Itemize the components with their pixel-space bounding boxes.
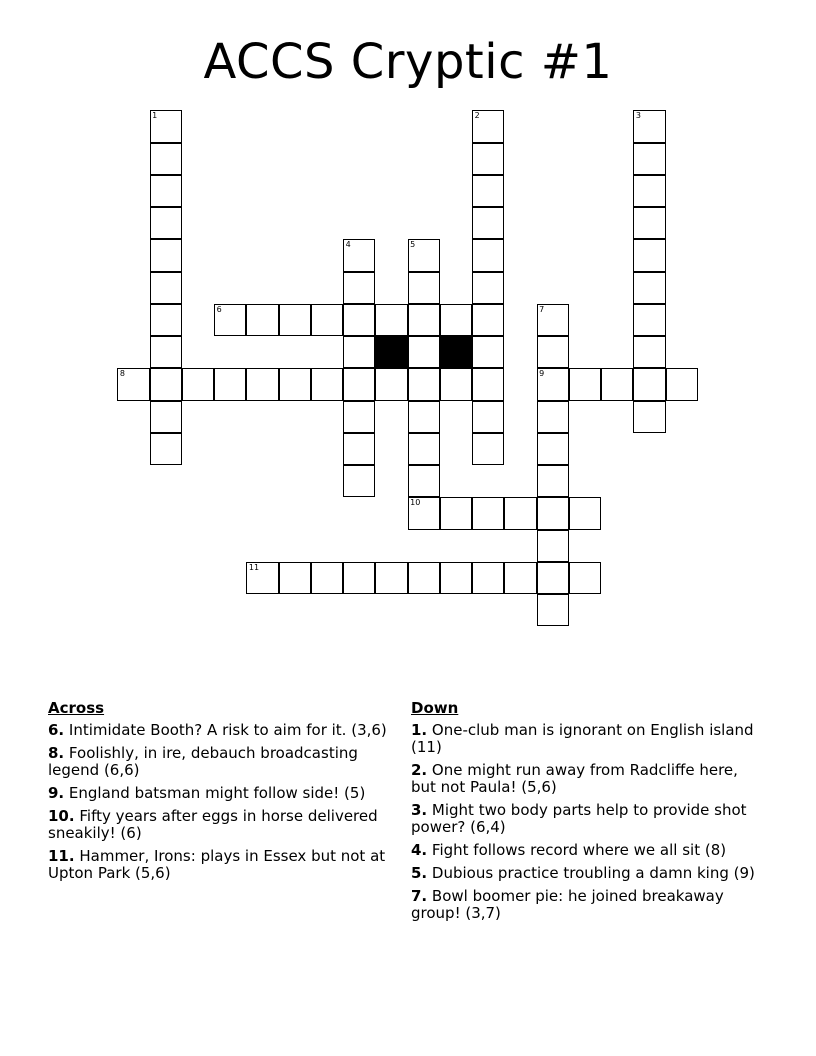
grid-cell[interactable] [569,562,601,594]
grid-cell[interactable] [472,433,504,465]
cell-number: 11 [248,562,260,572]
grid-cell[interactable] [440,497,472,529]
clue-number: 6. [48,721,65,739]
across-clue [48,808,403,842]
grid-cell[interactable] [311,304,343,336]
grid-cell[interactable] [408,272,440,304]
clue-text: Intimidate Booth? A risk to aim for it. (3,6) [68,721,387,739]
clue-text: Fifty years after eggs in horse delivered sneakily! (6) [48,807,378,842]
clue-number: 5. [411,864,428,882]
clue-text: Fight follows record where we all sit (8) [431,841,727,859]
clue-number: 7. [411,887,428,905]
down-clue [411,842,756,859]
grid-cell[interactable] [150,368,182,400]
clue-number: 10. [48,807,75,825]
grid-cell[interactable] [472,497,504,529]
grid-cell[interactable] [633,239,665,271]
across-heading: Across [48,699,105,717]
grid-cell[interactable] [666,368,698,400]
grid-cell[interactable] [246,304,278,336]
cell-number: 2 [474,111,480,121]
grid-cell[interactable] [504,497,536,529]
grid-cell[interactable] [343,239,375,271]
grid-cell[interactable] [537,433,569,465]
grid-cell[interactable] [569,368,601,400]
grid-cell[interactable] [633,336,665,368]
puzzle-title: ACCS Cryptic #1 [203,34,613,90]
across-clue [48,722,403,739]
grid-cell[interactable] [633,368,665,400]
grid-cell[interactable] [182,368,214,400]
grid-cell[interactable] [472,368,504,400]
grid-cell[interactable] [537,401,569,433]
clue-number: 9. [48,784,65,802]
clue-number: 4. [411,841,428,859]
cell-number: 3 [635,111,641,121]
grid-cell[interactable] [440,562,472,594]
grid-cell[interactable] [246,562,278,594]
grid-cell[interactable] [440,368,472,400]
clue-text: Bowl boomer pie: he joined breakaway group! (3,7) [411,887,724,922]
grid-cell[interactable] [472,143,504,175]
grid-cell[interactable] [537,530,569,562]
grid-cell[interactable] [279,562,311,594]
grid-cell[interactable] [343,272,375,304]
grid-cell[interactable] [214,304,246,336]
grid-cell[interactable] [408,433,440,465]
grid-cell[interactable] [537,368,569,400]
clue-number: 2. [411,761,428,779]
cell-number: 10 [410,498,421,508]
grid-cell[interactable] [537,304,569,336]
clue-number: 3. [411,801,428,819]
grid-cell[interactable] [117,368,149,400]
down-heading: Down [411,699,459,717]
grid-cell[interactable] [343,562,375,594]
grid-cell[interactable] [408,401,440,433]
grid-cell[interactable] [408,239,440,271]
grid-cell[interactable] [472,336,504,368]
grid-cell[interactable] [311,562,343,594]
across-clues [48,700,403,888]
grid-cell[interactable] [279,304,311,336]
grid-cell[interactable] [472,272,504,304]
grid-cell[interactable] [537,336,569,368]
grid-cell[interactable] [633,304,665,336]
grid-cell[interactable] [472,207,504,239]
clue-text: England batsman might follow side! (5) [68,784,366,802]
grid-cell[interactable] [150,175,182,207]
across-clue [48,785,403,802]
grid-cell[interactable] [440,304,472,336]
grid-cell[interactable] [150,239,182,271]
grid-cell[interactable] [150,304,182,336]
grid-cell[interactable] [633,110,665,142]
grid-cell[interactable] [150,272,182,304]
grid-cell[interactable] [150,110,182,142]
grid-cell[interactable] [246,368,278,400]
grid-cell[interactable] [343,465,375,497]
grid-cell[interactable] [150,401,182,433]
grid-cell[interactable] [537,562,569,594]
clue-number: 8. [48,744,65,762]
cell-number: 8 [119,369,125,379]
grid-cell[interactable] [537,465,569,497]
down-clues [411,700,756,928]
grid-cell[interactable] [375,304,407,336]
grid-cell[interactable] [343,304,375,336]
grid-cell[interactable] [472,175,504,207]
down-clue [411,802,756,836]
grid-cell[interactable] [504,562,536,594]
grid-cell[interactable] [408,465,440,497]
grid-cell[interactable] [408,497,440,529]
grid-cell[interactable] [472,239,504,271]
grid-cell[interactable] [343,433,375,465]
grid-cell[interactable] [375,368,407,400]
grid-cell[interactable] [408,336,440,368]
grid-cell[interactable] [633,207,665,239]
grid-cell[interactable] [408,304,440,336]
grid-cell[interactable] [343,401,375,433]
cell-number: 7 [539,304,545,314]
grid-cell[interactable] [472,401,504,433]
down-clue [411,722,756,756]
grid-cell[interactable] [408,562,440,594]
down-clue [411,888,756,922]
grid-cell[interactable] [150,336,182,368]
grid-cell[interactable] [375,562,407,594]
across-clue [48,745,403,779]
grid-cell[interactable] [633,401,665,433]
cell-number: 6 [216,304,222,314]
grid-cell[interactable] [537,594,569,626]
clue-number: 11. [48,847,75,865]
grid-cell[interactable] [472,304,504,336]
grid-cell[interactable] [214,368,246,400]
grid-cell[interactable] [343,368,375,400]
grid-cell[interactable] [569,497,601,529]
grid-cell[interactable] [472,110,504,142]
cell-number: 9 [539,369,545,379]
across-clue [48,848,403,882]
clue-text: Might two body parts help to provide shot power? (6,4) [411,801,747,836]
clue-text: Hammer, Irons: plays in Essex but not at Upton Park (5,6) [48,847,386,882]
grid-cell[interactable] [633,143,665,175]
grid-cell[interactable] [150,433,182,465]
grid-cell[interactable] [150,143,182,175]
grid-cell[interactable] [537,497,569,529]
clue-number: 1. [411,721,428,739]
grid-cell[interactable] [279,368,311,400]
grid-cell[interactable] [633,272,665,304]
grid-cell[interactable] [633,175,665,207]
grid-cell[interactable] [311,368,343,400]
grid-cell[interactable] [343,336,375,368]
clue-text: One might run away from Radcliffe here, but not Paula! (5,6) [411,761,738,796]
down-clue [411,865,756,882]
clue-text: Dubious practice troubling a damn king (9) [431,864,755,882]
clue-text: One-club man is ignorant on English island (11) [411,721,754,756]
cell-number: 4 [345,240,351,250]
grid-cell[interactable] [601,368,633,400]
down-clue [411,762,756,796]
grid-cell[interactable] [150,207,182,239]
grid-cell[interactable] [408,368,440,400]
grid-cell[interactable] [472,562,504,594]
grid-block [375,336,407,368]
cell-number: 1 [152,111,158,121]
cell-number: 5 [410,240,416,250]
grid-block [440,336,472,368]
clue-text: Foolishly, in ire, debauch broadcasting legend (6,6) [48,744,358,779]
